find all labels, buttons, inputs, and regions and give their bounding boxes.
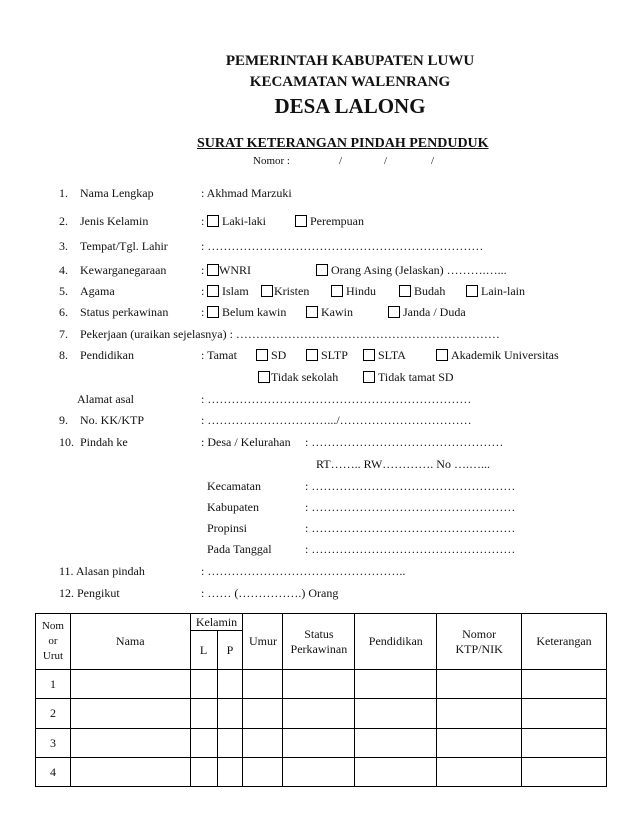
cell[interactable]	[283, 670, 355, 699]
cell[interactable]	[243, 699, 283, 729]
header-text: Status	[304, 626, 334, 641]
field-12-value: : …… (…………….) Orang	[201, 586, 339, 600]
cell[interactable]	[283, 729, 355, 758]
cell[interactable]	[70, 699, 190, 729]
option-slta[interactable]	[363, 348, 406, 363]
option-islam[interactable]	[207, 284, 249, 299]
field-5-colon: :	[201, 284, 205, 298]
cell[interactable]	[243, 729, 283, 758]
field-7-number: 7.	[59, 327, 68, 341]
cell[interactable]	[437, 699, 522, 729]
pengikut-table	[35, 613, 607, 787]
header-l: L	[190, 631, 217, 670]
option-kawin[interactable]	[306, 305, 353, 320]
header-umur: Umur	[243, 614, 283, 670]
header-text: Nom	[41, 620, 64, 632]
cell[interactable]	[283, 699, 355, 729]
option-janda-duda[interactable]	[388, 305, 466, 320]
header-text: KTP/NIK	[455, 641, 503, 656]
header-status	[283, 614, 355, 670]
field-8-label: Pendidikan	[80, 348, 134, 362]
propinsi-value: : ……………………………………………	[305, 521, 516, 535]
row-number: 1	[36, 670, 71, 699]
cell[interactable]	[522, 699, 607, 729]
cell[interactable]	[355, 729, 437, 758]
document-title: SURAT KETERANGAN PINDAH PENDUDUK	[197, 136, 489, 151]
nomor-slash-2: /	[384, 155, 388, 167]
row-number: 3	[36, 729, 71, 758]
header-text: Nomor	[462, 626, 497, 641]
nomor-slash-3: /	[431, 155, 435, 167]
field-3-number: 3.	[59, 239, 68, 253]
cell[interactable]	[355, 670, 437, 699]
option-label: Belum kawin	[222, 305, 287, 319]
checkbox-icon[interactable]	[388, 306, 400, 318]
header-text: or	[48, 635, 58, 647]
checkbox-icon[interactable]	[436, 349, 448, 361]
option-lain-lain[interactable]	[466, 284, 525, 299]
checkbox-icon[interactable]	[363, 349, 375, 361]
option-label: Orang Asing (Jelaskan) ……….…...	[331, 263, 507, 277]
option-label: Tidak tamat SD	[378, 370, 454, 384]
checkbox-icon[interactable]	[207, 264, 219, 276]
option-orang-asing[interactable]	[316, 263, 507, 278]
option-label: Akademik Universitas	[451, 348, 559, 362]
cell[interactable]	[190, 699, 217, 729]
option-label: SD	[271, 348, 287, 362]
row-number: 4	[36, 758, 71, 787]
cell[interactable]	[355, 699, 437, 729]
field-4-number: 4.	[59, 263, 68, 277]
field-1-number: 1.	[59, 186, 68, 200]
header-line-3: DESA LALONG	[274, 94, 426, 118]
field-10-number: 10.	[59, 435, 74, 449]
option-label: Kawin	[321, 305, 353, 319]
table-row	[36, 670, 607, 699]
checkbox-icon[interactable]	[207, 215, 219, 227]
field-2-number: 2.	[59, 214, 68, 228]
propinsi-label: Propinsi	[207, 521, 248, 535]
option-laki-laki[interactable]	[207, 214, 266, 229]
option-label: Islam	[222, 284, 249, 298]
header-line-2: KECAMATAN WALENRANG	[249, 74, 451, 90]
option-akademik[interactable]	[436, 348, 559, 363]
field-11-label: 11. Alasan pindah	[59, 564, 145, 578]
cell[interactable]	[437, 670, 522, 699]
tanggal-value: : ……………………………………………	[305, 542, 516, 556]
option-sd[interactable]	[256, 348, 286, 363]
checkbox-icon[interactable]	[306, 349, 318, 361]
option-hindu[interactable]	[331, 284, 376, 299]
cell[interactable]	[283, 758, 355, 787]
option-budah[interactable]	[399, 284, 445, 299]
header-keterangan: Keterangan	[522, 614, 607, 670]
cell[interactable]	[70, 670, 190, 699]
checkbox-icon[interactable]	[258, 371, 270, 383]
field-6-label: Status perkawinan	[80, 305, 169, 319]
kabupaten-value: : ……………………………………………	[305, 500, 516, 514]
field-8-number: 8.	[59, 348, 68, 362]
field-4-label: Kewarganegaraan	[80, 263, 167, 277]
option-label: WNRI	[219, 263, 251, 277]
option-label: Janda / Duda	[403, 305, 466, 319]
field-11-value: : …………………………………………..	[201, 564, 406, 578]
checkbox-icon[interactable]	[399, 285, 411, 297]
cell[interactable]	[437, 729, 522, 758]
cell[interactable]	[190, 670, 217, 699]
option-label: Kristen	[274, 284, 310, 298]
cell[interactable]	[355, 758, 437, 787]
option-label: SLTP	[321, 348, 348, 362]
option-perempuan[interactable]	[295, 214, 364, 229]
header-text: Urut	[42, 650, 64, 662]
field-10-desa-dots: : …………………………………………	[305, 435, 504, 449]
checkbox-icon[interactable]	[207, 285, 219, 297]
rt-rw-no: RT…….. RW…………. No ….…...	[316, 457, 490, 471]
nomor-slash-1: /	[339, 155, 343, 167]
field-9-number: 9.	[59, 413, 68, 427]
option-tidak-tamat-sd[interactable]	[363, 370, 454, 385]
field-6-number: 6.	[59, 305, 68, 319]
cell[interactable]	[437, 758, 522, 787]
header-nama: Nama	[70, 614, 190, 670]
alamat-asal-value: : …………………………………………………………	[201, 392, 472, 406]
cell[interactable]	[70, 758, 190, 787]
cell[interactable]	[70, 729, 190, 758]
field-6-colon: :	[201, 305, 205, 319]
checkbox-icon[interactable]	[306, 306, 318, 318]
option-label: Laki-laki	[222, 214, 266, 228]
checkbox-icon[interactable]	[261, 285, 273, 297]
field-7-label: Pekerjaan (uraikan sejelasnya) : …………………………………………………………	[80, 327, 500, 341]
field-8-prefix: : Tamat	[201, 348, 237, 362]
field-2-colon: :	[201, 214, 205, 228]
table-row	[36, 729, 607, 758]
cell[interactable]	[190, 729, 217, 758]
option-label: Hindu	[346, 284, 376, 298]
header-kelamin: Kelamin	[190, 614, 243, 631]
cell[interactable]	[522, 729, 607, 758]
field-1-label: Nama Lengkap	[80, 186, 154, 200]
field-12-label: 12. Pengikut	[59, 586, 120, 600]
cell[interactable]	[217, 729, 243, 758]
header-text: Perkawinan	[290, 641, 348, 656]
checkbox-icon[interactable]	[331, 285, 343, 297]
header-line-1: PEMERINTAH KABUPATEN LUWU	[225, 53, 475, 69]
header-nomor-ktp	[437, 614, 522, 670]
tanggal-label: Pada Tanggal	[207, 542, 272, 556]
cell[interactable]	[217, 670, 243, 699]
checkbox-icon[interactable]	[256, 349, 268, 361]
cell[interactable]	[243, 758, 283, 787]
field-9-label: No. KK/KTP	[80, 413, 145, 427]
alamat-asal-label: Alamat asal	[77, 392, 134, 406]
option-belum-kawin[interactable]	[207, 305, 286, 320]
cell[interactable]	[243, 670, 283, 699]
field-5-number: 5.	[59, 284, 68, 298]
option-label: Tidak sekolah	[271, 370, 339, 384]
field-1-value: : Akhmad Marzuki	[201, 186, 292, 200]
option-tidak-sekolah[interactable]	[258, 370, 338, 385]
field-9-value: : ………………………….../……………………………	[201, 413, 472, 427]
option-label: Budah	[414, 284, 446, 298]
kecamatan-value: : ……………………………………………	[305, 479, 516, 493]
cell[interactable]	[217, 699, 243, 729]
field-3-value: : ……………………………………………………………	[201, 239, 484, 253]
option-sltp[interactable]	[306, 348, 348, 363]
header-pendidikan: Pendidikan	[355, 614, 437, 670]
checkbox-icon[interactable]	[316, 264, 328, 276]
option-kristen[interactable]	[261, 284, 309, 299]
kabupaten-label: Kabupaten	[207, 500, 259, 514]
field-10-value: : Desa / Kelurahan	[201, 435, 291, 449]
header-p: P	[217, 631, 243, 670]
option-label: Lain-lain	[481, 284, 525, 298]
cell[interactable]	[217, 758, 243, 787]
cell[interactable]	[522, 670, 607, 699]
option-wnri[interactable]	[207, 263, 251, 278]
checkbox-icon[interactable]	[466, 285, 478, 297]
option-label: SLTA	[378, 348, 406, 362]
header-nomor-urut	[36, 614, 71, 670]
checkbox-icon[interactable]	[295, 215, 307, 227]
field-3-label: Tempat/Tgl. Lahir	[80, 239, 168, 253]
kecamatan-label: Kecamatan	[207, 479, 261, 493]
nomor-label: Nomor :	[253, 155, 290, 167]
cell[interactable]	[190, 758, 217, 787]
field-5-label: Agama	[80, 284, 115, 298]
table-row	[36, 699, 607, 729]
cell[interactable]	[522, 758, 607, 787]
checkbox-icon[interactable]	[363, 371, 375, 383]
field-2-label: Jenis Kelamin	[80, 214, 149, 228]
table-row	[36, 758, 607, 787]
option-label: Perempuan	[310, 214, 364, 228]
checkbox-icon[interactable]	[207, 306, 219, 318]
field-4-colon: :	[201, 263, 205, 277]
field-10-label: Pindah ke	[80, 435, 128, 449]
row-number: 2	[36, 699, 71, 729]
